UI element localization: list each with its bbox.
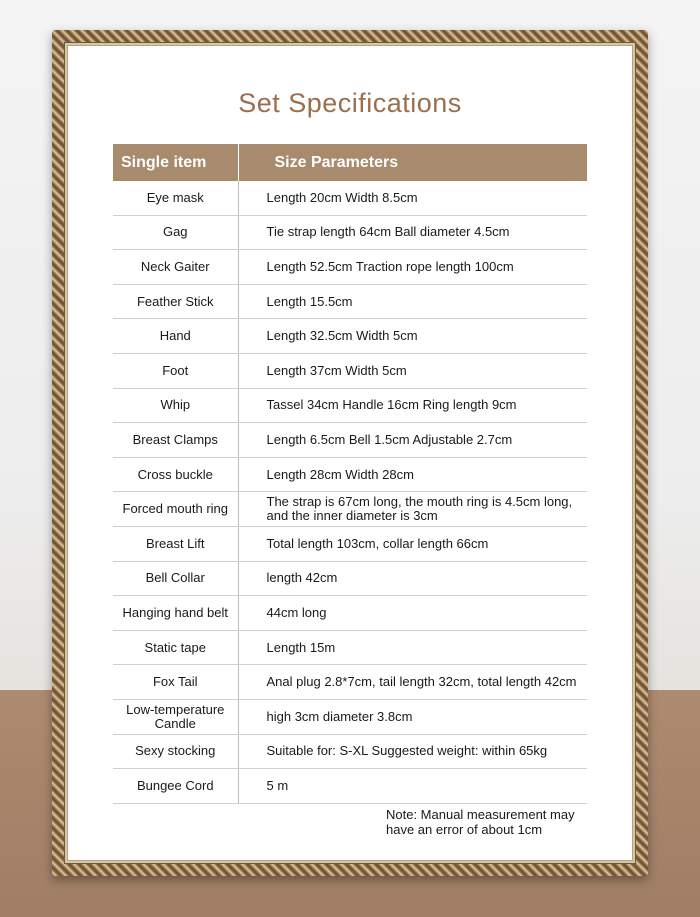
table-row: [113, 492, 587, 527]
table-row: [113, 423, 587, 458]
size-parameter-cell: Length 32.5cm Width 5cm: [238, 319, 587, 354]
table-row: [113, 734, 587, 769]
header-single-item: Single item: [113, 144, 238, 181]
item-name-cell: Whip: [113, 388, 238, 423]
item-name-cell: Eye mask: [113, 181, 238, 215]
table-row: [113, 181, 587, 215]
table-row: [113, 284, 587, 319]
table-row: [113, 388, 587, 423]
size-parameter-cell: 44cm long: [238, 596, 587, 631]
item-name-cell: Hand: [113, 319, 238, 354]
table-row: [113, 699, 587, 734]
table-header-row: [113, 144, 587, 181]
table-row: [113, 353, 587, 388]
spec-table: [113, 144, 587, 804]
table-row: [113, 561, 587, 596]
table-row: [113, 250, 587, 285]
table-row: [113, 630, 587, 665]
item-name-cell: Sexy stocking: [113, 734, 238, 769]
size-parameter-cell: Length 20cm Width 8.5cm: [238, 181, 587, 215]
item-name-cell: Forced mouth ring: [113, 492, 238, 527]
item-name-cell: Bell Collar: [113, 561, 238, 596]
size-parameter-cell: Length 28cm Width 28cm: [238, 457, 587, 492]
item-name-cell: Static tape: [113, 630, 238, 665]
item-name-cell: Fox Tail: [113, 665, 238, 700]
item-name-cell: Neck Gaiter: [113, 250, 238, 285]
item-name-cell: Feather Stick: [113, 284, 238, 319]
item-name-cell: Gag: [113, 215, 238, 250]
size-parameter-cell: Tie strap length 64cm Ball diameter 4.5cm: [238, 215, 587, 250]
size-parameter-cell: Anal plug 2.8*7cm, tail length 32cm, total length 42cm: [238, 665, 587, 700]
table-row: [113, 596, 587, 631]
item-name-cell: Low-temperature Candle: [113, 699, 238, 734]
item-name-cell: Breast Clamps: [113, 423, 238, 458]
table-row: [113, 319, 587, 354]
item-name-cell: Breast Lift: [113, 526, 238, 561]
table-row: [113, 526, 587, 561]
size-parameter-cell: Tassel 34cm Handle 16cm Ring length 9cm: [238, 388, 587, 423]
measurement-note: Note: Manual measurement may have an error of about 1cm: [386, 807, 575, 837]
size-parameter-cell: Total length 103cm, collar length 66cm: [238, 526, 587, 561]
page-title: Set Specifications: [238, 88, 462, 118]
size-parameter-cell: The strap is 67cm long, the mouth ring is 4.5cm long, and the inner diameter is 3cm: [238, 492, 587, 527]
table-row: [113, 457, 587, 492]
size-parameter-cell: Length 15m: [238, 630, 587, 665]
header-size-parameters: Size Parameters: [238, 144, 587, 181]
item-name-cell: Hanging hand belt: [113, 596, 238, 631]
item-name-cell: Foot: [113, 353, 238, 388]
size-parameter-cell: Length 15.5cm: [238, 284, 587, 319]
table-row: [113, 215, 587, 250]
size-parameter-cell: Length 52.5cm Traction rope length 100cm: [238, 250, 587, 285]
size-parameter-cell: high 3cm diameter 3.8cm: [238, 699, 587, 734]
size-parameter-cell: Length 37cm Width 5cm: [238, 353, 587, 388]
table-row: [113, 665, 587, 700]
size-parameter-cell: Suitable for: S-XL Suggested weight: within 65kg: [238, 734, 587, 769]
table-row: [113, 769, 587, 804]
size-parameter-cell: 5 m: [238, 769, 587, 804]
size-parameter-cell: length 42cm: [238, 561, 587, 596]
table-body: [113, 181, 587, 803]
size-parameter-cell: Length 6.5cm Bell 1.5cm Adjustable 2.7cm: [238, 423, 587, 458]
item-name-cell: Bungee Cord: [113, 769, 238, 804]
item-name-cell: Cross buckle: [113, 457, 238, 492]
